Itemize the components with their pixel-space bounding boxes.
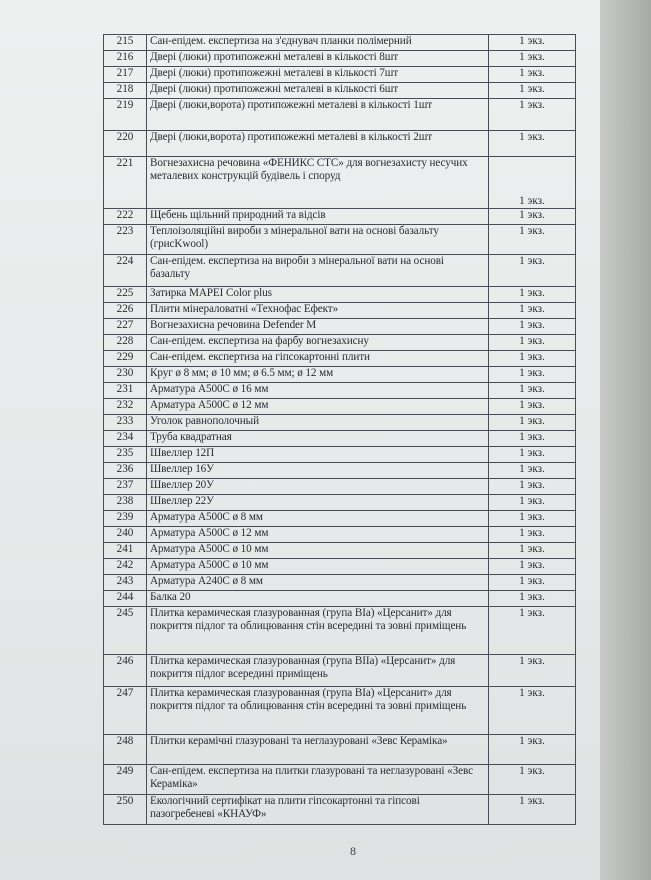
item-name: Сан-епідем. експертиза на вироби з мінеральної вати на основі базальту [147, 255, 489, 287]
table-row [104, 415, 576, 431]
item-quantity: 1 экз. [489, 383, 576, 399]
item-quantity: 1 экз. [489, 495, 576, 511]
item-name: Двері (люки) протипожежні металеві в кількості 7шт [147, 67, 489, 83]
item-quantity: 1 экз. [489, 367, 576, 383]
table-row [104, 607, 576, 655]
table-row [104, 399, 576, 415]
table-row [104, 367, 576, 383]
item-name: Сан-епідем. експертиза на фарбу вогнезахисну [147, 335, 489, 351]
row-number: 217 [104, 67, 147, 83]
item-name: Затирка MAPEI Color plus [147, 287, 489, 303]
table-row [104, 463, 576, 479]
table-row [104, 131, 576, 157]
item-name: Вогнезахисна речовина «ФЕНИКС СТС» для вогнезахисту несучих металевих конструкцій будівель і споруд [147, 157, 489, 209]
item-quantity: 1 экз. [489, 399, 576, 415]
item-name: Арматура А500С ø 10 мм [147, 559, 489, 575]
row-number: 242 [104, 559, 147, 575]
table-row [104, 495, 576, 511]
table-row [104, 99, 576, 131]
item-name: Двері (люки) протипожежні металеві в кількості 6шт [147, 83, 489, 99]
item-name: Сан-епідем. експертиза на плитки глазуровані та неглазуровані «Зевс Кераміка» [147, 765, 489, 795]
table-row [104, 655, 576, 687]
item-quantity: 1 экз. [489, 35, 576, 51]
item-name: Плити мінераловатні «Технофас Ефект» [147, 303, 489, 319]
item-name: Арматура А500С ø 10 мм [147, 543, 489, 559]
page-edge-shadow [600, 0, 651, 880]
table-row [104, 575, 576, 591]
row-number: 248 [104, 735, 147, 765]
item-name: Плитка керамическая глазурованная (група BIIa) «Церсанит» для покриття підлог всередині приміщень [147, 655, 489, 687]
table-row [104, 687, 576, 735]
row-number: 229 [104, 351, 147, 367]
row-number: 218 [104, 83, 147, 99]
table-row [104, 225, 576, 255]
row-number: 235 [104, 447, 147, 463]
item-quantity: 1 экз. [489, 351, 576, 367]
item-quantity: 1 экз. [489, 319, 576, 335]
table-row [104, 735, 576, 765]
table-row [104, 157, 576, 209]
table-row [104, 67, 576, 83]
item-name: Уголок равнополочный [147, 415, 489, 431]
row-number: 239 [104, 511, 147, 527]
table-row [104, 795, 576, 825]
item-quantity: 1 экз. [489, 131, 576, 157]
item-name: Сан-епідем. експертиза на гіпсокартонні плити [147, 351, 489, 367]
table-row [104, 447, 576, 463]
item-quantity: 1 экз. [489, 543, 576, 559]
item-quantity: 1 экз. [489, 335, 576, 351]
row-number: 220 [104, 131, 147, 157]
row-number: 226 [104, 303, 147, 319]
row-number: 244 [104, 591, 147, 607]
table-row [104, 559, 576, 575]
table-row [104, 543, 576, 559]
item-quantity: 1 экз. [489, 447, 576, 463]
item-name: Двері (люки,ворота) протипожежні металеві в кількості 1шт [147, 99, 489, 131]
item-quantity: 1 экз. [489, 415, 576, 431]
table-row [104, 765, 576, 795]
item-name: Арматура А500С ø 12 мм [147, 527, 489, 543]
item-quantity: 1 экз. [489, 463, 576, 479]
table-row [104, 527, 576, 543]
row-number: 238 [104, 495, 147, 511]
item-name: Вогнезахисна речовина Defender M [147, 319, 489, 335]
table-row [104, 303, 576, 319]
table-row [104, 591, 576, 607]
page-number: 8 [350, 844, 356, 858]
item-quantity: 1 экз. [489, 765, 576, 795]
item-name: Плитка керамическая глазурованная (група BIa) «Церсанит» для покриття підлог та облицювання стін всередині та зовні приміщень [147, 687, 489, 735]
item-name: Екологічний сертифікат на плити гіпсокартонні та гіпсові пазогребеневі «КНАУФ» [147, 795, 489, 825]
item-name: Труба квадратная [147, 431, 489, 447]
item-quantity: 1 экз. [489, 527, 576, 543]
item-quantity: 1 экз. [489, 431, 576, 447]
row-number: 215 [104, 35, 147, 51]
item-name: Швеллер 12П [147, 447, 489, 463]
item-quantity: 1 экз. [489, 575, 576, 591]
item-quantity: 1 экз. [489, 591, 576, 607]
row-number: 246 [104, 655, 147, 687]
row-number: 234 [104, 431, 147, 447]
item-name: Балка 20 [147, 591, 489, 607]
item-quantity: 1 экз. [489, 511, 576, 527]
item-name: Щебень щільний природний та відсів [147, 209, 489, 225]
item-quantity: 1 экз. [489, 157, 576, 209]
item-quantity: 1 экз. [489, 83, 576, 99]
item-quantity: 1 экз. [489, 559, 576, 575]
item-name: Двері (люки) протипожежні металеві в кількості 8шт [147, 51, 489, 67]
item-quantity: 1 экз. [489, 67, 576, 83]
item-quantity: 1 экз. [489, 655, 576, 687]
table-row [104, 35, 576, 51]
row-number: 231 [104, 383, 147, 399]
item-quantity: 1 экз. [489, 735, 576, 765]
row-number: 233 [104, 415, 147, 431]
table-row [104, 479, 576, 495]
row-number: 216 [104, 51, 147, 67]
item-name: Круг ø 8 мм; ø 10 мм; ø 6.5 мм; ø 12 мм [147, 367, 489, 383]
item-quantity: 1 экз. [489, 99, 576, 131]
item-quantity: 1 экз. [489, 303, 576, 319]
item-quantity: 1 экз. [489, 51, 576, 67]
item-quantity: 1 экз. [489, 287, 576, 303]
table-row [104, 51, 576, 67]
row-number: 237 [104, 479, 147, 495]
item-quantity: 1 экз. [489, 687, 576, 735]
row-number: 243 [104, 575, 147, 591]
row-number: 250 [104, 795, 147, 825]
row-number: 224 [104, 255, 147, 287]
inventory-table [103, 34, 576, 825]
item-name: Двері (люки,ворота) протипожежні металеві в кількості 2шт [147, 131, 489, 157]
item-quantity: 1 экз. [489, 479, 576, 495]
item-name: Арматура А240С ø 8 мм [147, 575, 489, 591]
item-name: Швеллер 22У [147, 495, 489, 511]
item-name: Швеллер 20У [147, 479, 489, 495]
row-number: 249 [104, 765, 147, 795]
row-number: 240 [104, 527, 147, 543]
table-row [104, 255, 576, 287]
table-row [104, 351, 576, 367]
item-name: Плитки керамічні глазуровані та неглазуровані «Зевс Кераміка» [147, 735, 489, 765]
item-name: Сан-епідем. експертиза на з'єднувач планки полімерний [147, 35, 489, 51]
row-number: 225 [104, 287, 147, 303]
table-row [104, 335, 576, 351]
table-row [104, 83, 576, 99]
row-number: 219 [104, 99, 147, 131]
row-number: 221 [104, 157, 147, 209]
row-number: 230 [104, 367, 147, 383]
row-number: 228 [104, 335, 147, 351]
item-name: Швеллер 16У [147, 463, 489, 479]
row-number: 241 [104, 543, 147, 559]
row-number: 223 [104, 225, 147, 255]
item-name: Теплоізоляційні вироби з мінеральної вати на основі базальту (грисKwool) [147, 225, 489, 255]
table-row [104, 287, 576, 303]
item-quantity: 1 экз. [489, 255, 576, 287]
item-name: Арматура А500С ø 16 мм [147, 383, 489, 399]
row-number: 232 [104, 399, 147, 415]
item-name: Арматура А500С ø 12 мм [147, 399, 489, 415]
item-quantity: 1 экз. [489, 607, 576, 655]
row-number: 222 [104, 209, 147, 225]
row-number: 247 [104, 687, 147, 735]
table-row [104, 431, 576, 447]
item-name: Арматура А500С ø 8 мм [147, 511, 489, 527]
table-row [104, 209, 576, 225]
item-quantity: 1 экз. [489, 225, 576, 255]
item-name: Плитка керамическая глазурованная (група BIa) «Церсанит» для покриття підлог та облицювання стін всередині та зовні приміщень [147, 607, 489, 655]
item-quantity: 1 экз. [489, 795, 576, 825]
table-row [104, 383, 576, 399]
row-number: 227 [104, 319, 147, 335]
item-quantity: 1 экз. [489, 209, 576, 225]
row-number: 236 [104, 463, 147, 479]
row-number: 245 [104, 607, 147, 655]
inventory-table-body [104, 35, 576, 825]
table-row [104, 319, 576, 335]
table-row [104, 511, 576, 527]
